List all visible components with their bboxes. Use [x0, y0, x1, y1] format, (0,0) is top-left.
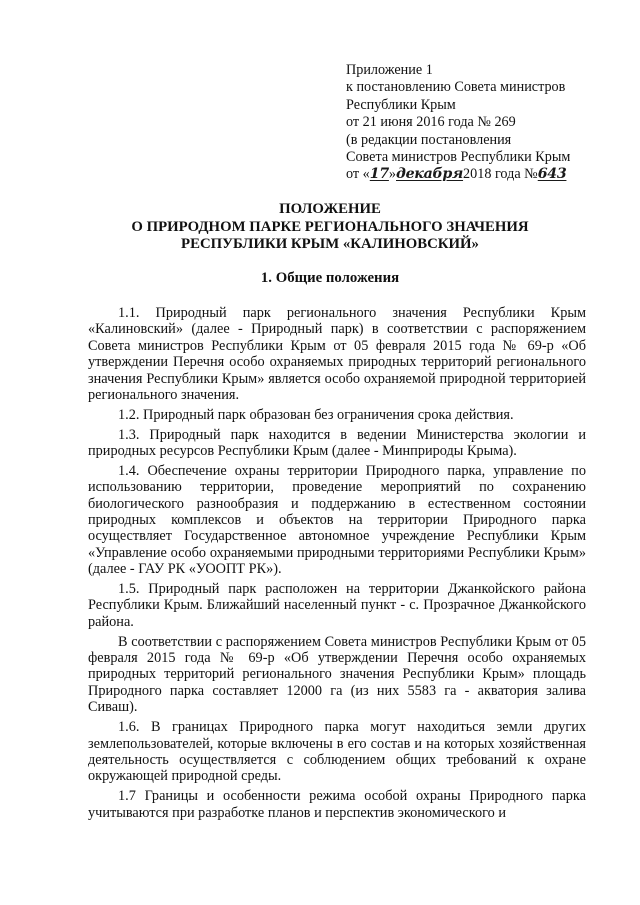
appendix-date-line	[346, 166, 626, 183]
date-year: 2018 года №	[463, 166, 538, 183]
handwritten-month: декабря	[396, 166, 464, 183]
section-body	[88, 305, 586, 824]
appendix-line: Республики Крым	[346, 96, 456, 113]
paragraph: 1.7 Границы и особенности режима особой охраны Природного парка учитываются при разработке планов и перспектив экономического и	[88, 788, 586, 821]
title-line: РЕСПУБЛИКИ КРЫМ «КАЛИНОВСКИЙ»	[181, 236, 479, 253]
paragraph: 1.3. Природный парк находится в ведении Министерства экологии и природных ресурсов Республики Крым (далее - Минприроды Крыма).	[88, 426, 586, 460]
handwritten-day: 17	[369, 166, 389, 183]
appendix-line: к постановлению Совета министров	[346, 79, 566, 96]
appendix-line: (в редакции постановления	[346, 131, 512, 148]
appendix-line: от 21 июня 2016 года № 269	[346, 114, 516, 131]
paragraph: 1.5. Природный парк расположен на территории Джанкойского района Республики Крым. Ближайший населенный пункт - с. Прозрачное Джанкойского района.	[88, 581, 586, 630]
paragraph: В соответствии с распоряжением Совета министров Республики Крым от 05 февраля 2015 года № 69-р «Об утверждении Перечня особо охраняемых природных территорий регионального значения Республики Крым» площадь Природного парка составляет 12000 га (из них 5583 га - акватория залива Сиваш).	[88, 633, 586, 716]
appendix-block	[346, 62, 626, 184]
appendix-line: Совета министров Республики Крым	[346, 149, 571, 166]
document-title	[60, 201, 600, 254]
date-prefix: от «	[346, 166, 370, 183]
paragraph: 1.6. В границах Природного парка могут находиться земли других землепользователей, которые включены в его состав и на которых хозяйственная деятельность осуществляется с соблюдением общих требований к охране окружающей природной среды.	[88, 719, 586, 785]
paragraph: 1.2. Природный парк образован без ограничения срока действия.	[118, 406, 514, 423]
appendix-line: Приложение 1	[346, 62, 433, 78]
paragraph: 1.1. Природный парк регионального значения Республики Крым «Калиновский» (далее - Природный парк) в соответствии с распоряжением Совета министров Республики Крым от 05 февраля 2015 года № 69-р «Об утверждении Перечня особо охраняемых природных территорий регионального значения Республики Крым» является особо охраняемой природной территорией регионального значения.	[88, 305, 586, 404]
title-line: О ПРИРОДНОМ ПАРКЕ РЕГИОНАЛЬНОГО ЗНАЧЕНИЯ	[131, 218, 529, 235]
paragraph: 1.4. Обеспечение охраны территории Природного парка, управление по использованию территории, проведение мероприятий по сохранению биологического разнообразия и поддержанию в естественном состоянии природных комплексов и объектов на территории Природного парка осуществляет Государственное автономное учреждение Республики Крым «Управление особо охраняемыми природными территориями Республики Крым» (далее - ГАУ РК «УООПТ РК»).	[88, 462, 586, 578]
section-heading: 1. Общие положения	[260, 270, 400, 286]
date-quote: »	[388, 166, 396, 183]
title-line: ПОЛОЖЕНИЕ	[279, 201, 381, 217]
handwritten-number: 643	[537, 166, 567, 183]
